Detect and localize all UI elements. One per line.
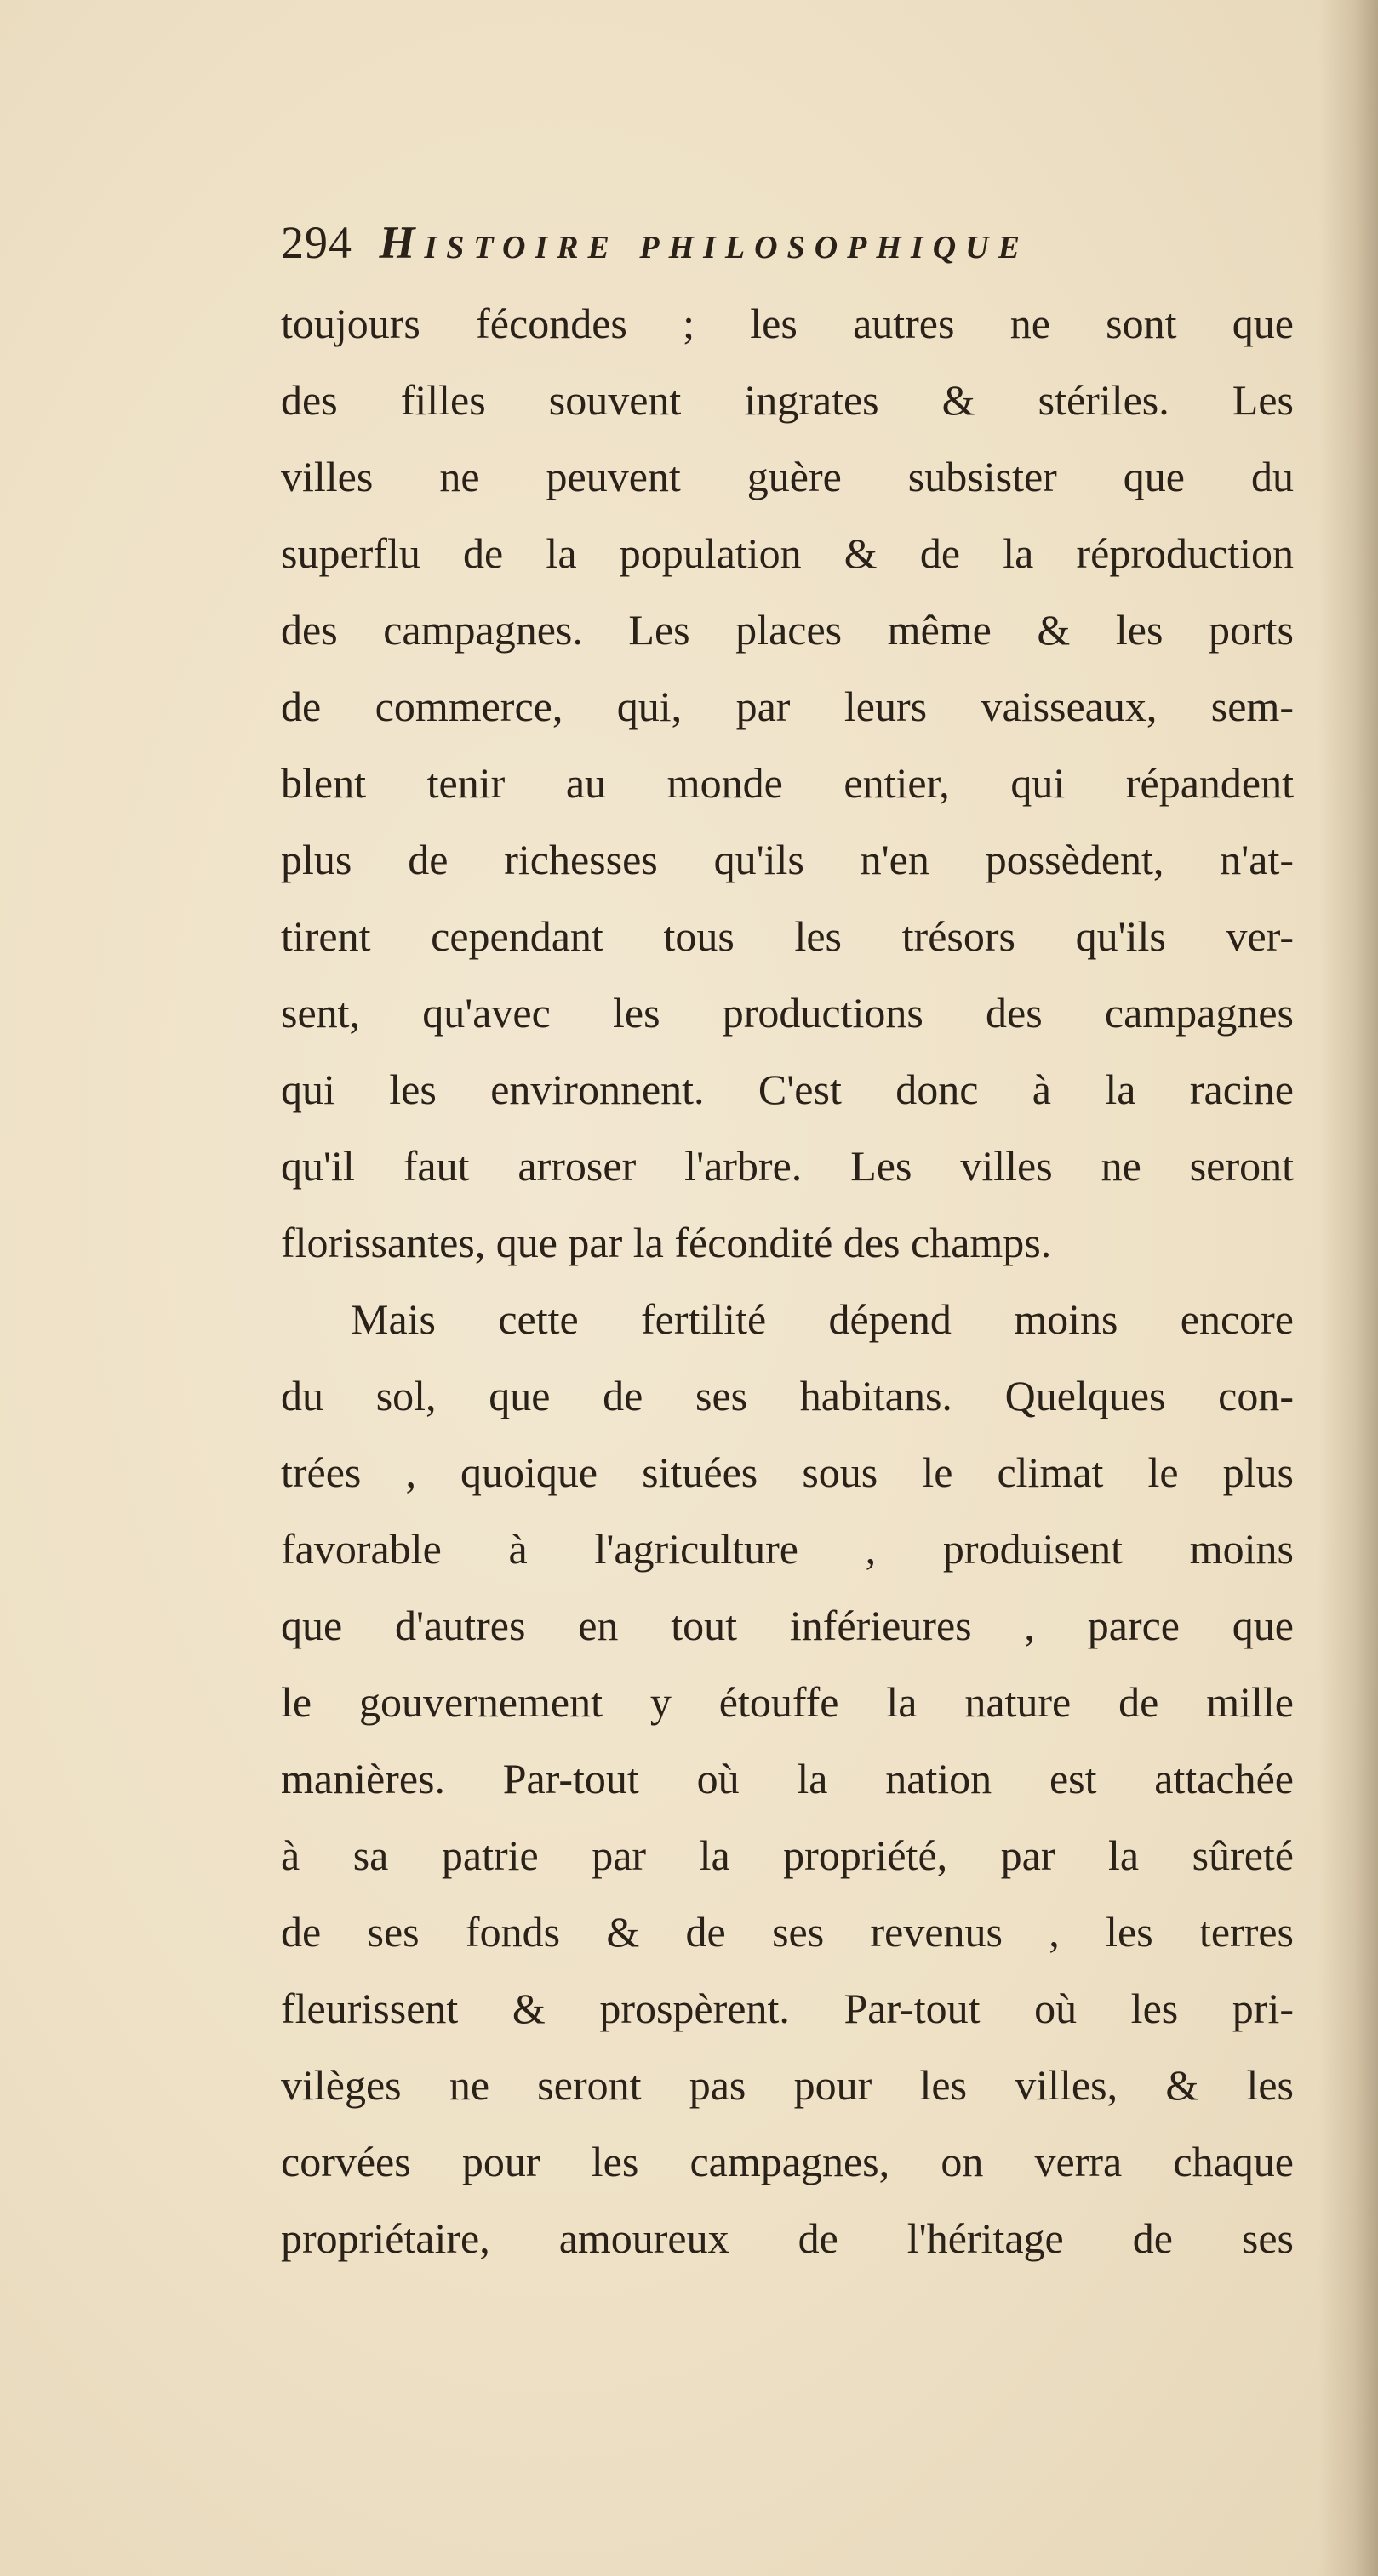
text-line: toujours fécondes ; les autres ne sont que: [281, 300, 1294, 347]
text-line: plus de richesses qu'ils n'en possèdent, n'at-: [281, 836, 1294, 883]
text-line: favorable à l'agriculture , produisent moins: [281, 1525, 1294, 1573]
page-header: [281, 208, 1285, 277]
running-title: Histoire philosophique: [379, 217, 1029, 268]
text-line: propriétaire, amoureux de l'héritage de ses: [281, 2214, 1294, 2262]
text-line: le gouvernement y étouffe la nature de mille: [281, 1678, 1294, 1726]
text-line: que d'autres en tout inférieures , parce que: [281, 1602, 1294, 1649]
text-line: de ses fonds & de ses revenus , les terres: [281, 1908, 1294, 1956]
text-line: des campagnes. Les places même & les ports: [281, 606, 1294, 654]
text-line: superflu de la population & de la réproduction: [281, 529, 1294, 577]
text-line: qui les environnent. C'est donc à la racine: [281, 1065, 1294, 1113]
text-line: manières. Par-tout où la nation est attachée: [281, 1755, 1294, 1802]
text-line: tirent cependant tous les trésors qu'ils ver-: [281, 912, 1294, 960]
page-gutter-shadow: [1318, 0, 1378, 2576]
page-number: 294: [281, 217, 352, 268]
paragraph-start-line: Mais cette fertilité dépend moins encore: [351, 1295, 1294, 1343]
text-line: vilèges ne seront pas pour les villes, & les: [281, 2061, 1294, 2109]
text-line: blent tenir au monde entier, qui répandent: [281, 759, 1294, 807]
text-line: de commerce, qui, par leurs vaisseaux, sem-: [281, 683, 1294, 730]
paragraph-end-line: florissantes, que par la fécondité des champs.: [281, 1219, 1052, 1266]
text-line: villes ne peuvent guère subsister que du: [281, 453, 1294, 500]
text-line: des filles souvent ingrates & stériles. Les: [281, 376, 1294, 424]
text-line: qu'il faut arroser l'arbre. Les villes ne seront: [281, 1142, 1294, 1190]
body-text: [281, 285, 1294, 2276]
text-line: trées , quoique situées sous le climat le plus: [281, 1448, 1294, 1496]
text-line: à sa patrie par la propriété, par la sûreté: [281, 1831, 1294, 1879]
text-line: corvées pour les campagnes, on verra chaque: [281, 2138, 1294, 2185]
text-line: du sol, que de ses habitans. Quelques con-: [281, 1372, 1294, 1419]
text-line: sent, qu'avec les productions des campagnes: [281, 989, 1294, 1037]
text-line: fleurissent & prospèrent. Par-tout où les pri-: [281, 1985, 1294, 2032]
